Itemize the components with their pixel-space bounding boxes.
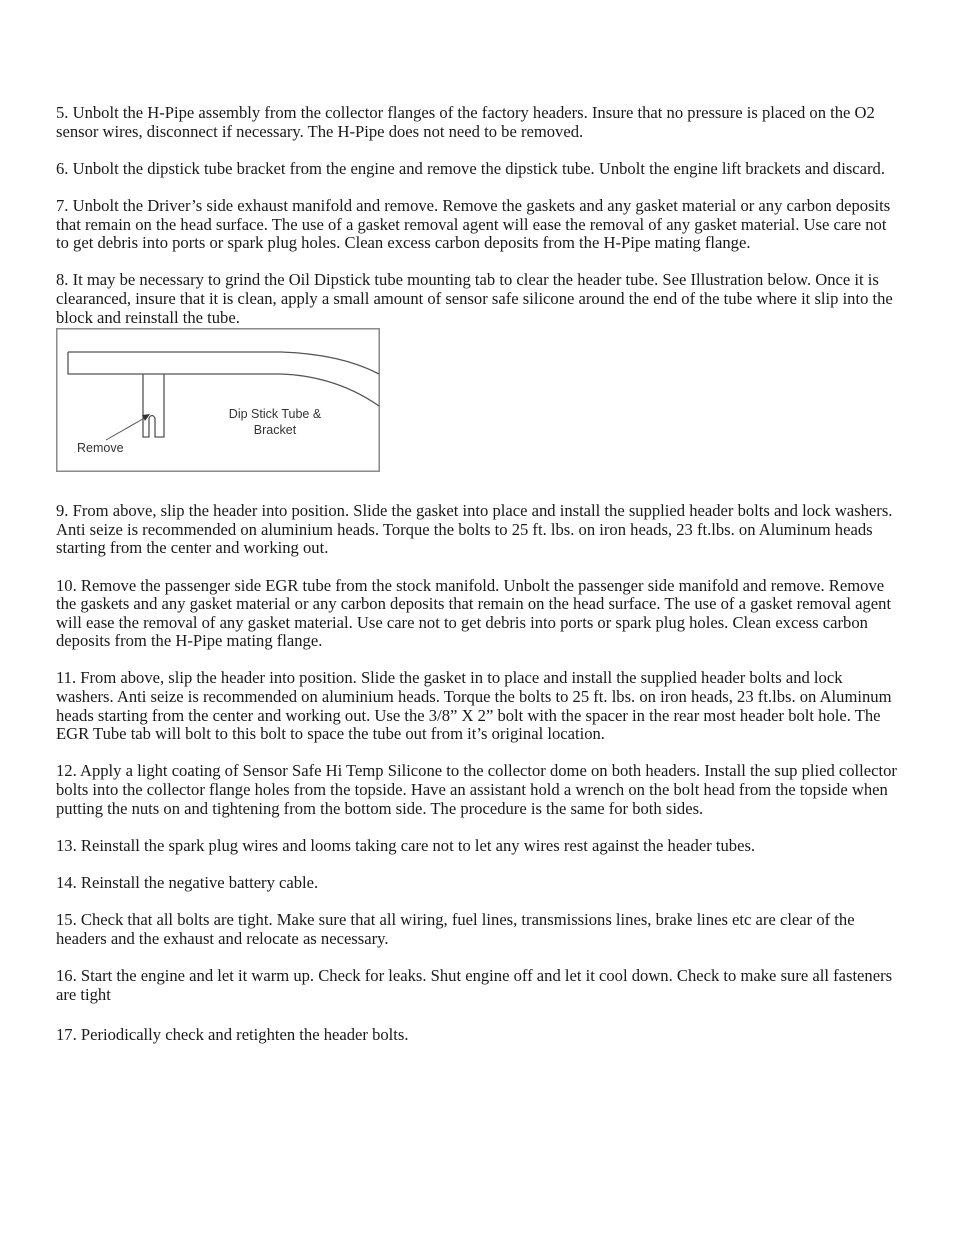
step-14: 14. Reinstall the negative battery cable.: [56, 873, 319, 892]
instructions-page: [56, 104, 902, 1045]
step-10: 10. Remove the passenger side EGR tube from the stock manifold. Unbolt the passenger side manifold and remove. Remove the gaskets and any gasket material or any carbon deposits that remain on the head surface. The use of a gasket removal agent will ease the removal of any gasket material. Use care not to get debris into ports or spark plug holes. Clean excess carbon deposits from the H-Pipe mating flange.: [56, 575, 892, 651]
step-17: 17. Periodically check and retighten the header bolts.: [56, 1025, 409, 1045]
step-6: 6. Unbolt the dipstick tube bracket from the engine and remove the dipstick tube. Unbolt the engine lift brackets and discard.: [56, 158, 885, 178]
step-9: 9. From above, slip the header into position. Slide the gasket into place and install the supplied header bolts and lock washers. Anti seize is recommended on aluminium heads. Torque the bolts to 25 ft. lbs. on iron heads, 23 ft.lbs. on Aluminum heads starting from the center and working out.: [56, 501, 893, 558]
dipstick-diagram: [56, 328, 380, 472]
step-5: 5. Unbolt the H-Pipe assembly from the collector flanges of the factory headers. Insure that no pressure is placed on the O2 sensor wires, disconnect if necessary. The H-Pipe does not need to be removed.: [56, 103, 875, 141]
step-15: 15. Check that all bolts are tight. Make sure that all wiring, fuel lines, transmissions lines, brake lines etc are clear of the headers and the exhaust and relocate as necessary.: [56, 910, 855, 948]
step-7: 7. Unbolt the Driver’s side exhaust manifold and remove. Remove the gaskets and any gasket material or any carbon deposits that remain on the head surface. The use of a gasket removal agent will ease the removal of any gasket material. Use care not to get debris into ports or spark plug holes. Clean excess carbon deposits from the H-Pipe mating flange.: [56, 195, 891, 253]
step-12: 12. Apply a light coating of Sensor Safe Hi Temp Silicone to the collector dome on both headers. Install the sup plied collector bolts into the collector flange holes from the topside. Have an assistant hold a wrench on the bolt head from the topside when putting the nuts on and tightening from the bottom side. The procedure is the same for both sides.: [56, 761, 897, 818]
step-16: 16. Start the engine and let it warm up. Check for leaks. Shut engine off and let it cool down. Check to make sure all fasteners are tight: [56, 965, 893, 1004]
step-13: 13. Reinstall the spark plug wires and looms taking care not to let any wires rest against the header tubes.: [56, 835, 756, 855]
step-11: 11. From above, slip the header into position. Slide the gasket in to place and install the supplied header bolts and lock washers. Anti seize is recommended on aluminium heads. Torque the bolts to 25 ft. lbs. on iron heads, 23 ft.lbs. on Aluminum heads starting from the center and working out. Use the 3/8” X 2” bolt with the spacer in the rear most header bolt hole. The EGR Tube tab will bolt to this bolt to space the tube out from it’s original location.: [56, 668, 892, 744]
step-8: 8. It may be necessary to grind the Oil Dipstick tube mounting tab to clear the header tube. See Illustration below. Once it is clearanced, insure that it is clean, apply a small amount of sensor safe silicone around the end of the tube where it slip into the block and reinstall the tube.: [56, 270, 893, 327]
dipstick-tube-illustration: [56, 328, 380, 472]
remove-label: Remove: [77, 441, 124, 456]
tube-label-line2: Bracket: [253, 423, 297, 438]
tube-label-line1: Dip Stick Tube &: [228, 407, 322, 422]
